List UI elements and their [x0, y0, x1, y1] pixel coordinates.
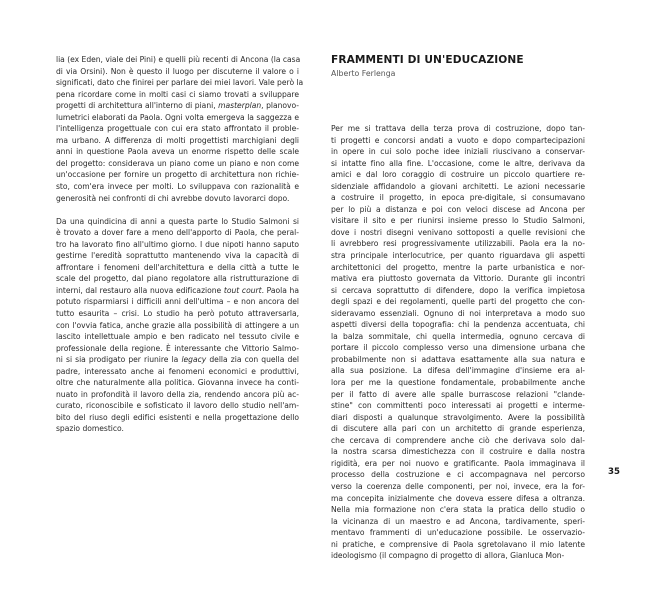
- left-p1-line: l'intelligenza progettuale con cui era stato affrontato il proble-: [56, 124, 299, 134]
- left-p2-line: gestirne l'eredità soprattutto mantenendo viva la capacità di: [56, 251, 299, 261]
- left-p2-line: scale del progetto, dal piano regolatore alla ristrutturazione di: [56, 274, 299, 284]
- article-line: per lo più a distanza e poi con veloci discese ad Ancona per: [331, 204, 585, 214]
- article-line: Nella mia formazione non c'era stata la pratica dello studio o: [331, 505, 585, 515]
- left-p2-line: oltre che naturalmente alla politica. Giovanna invece ha conti-: [56, 378, 299, 388]
- left-p1-line: ma urbano. A differenza di molti progettisti marchigiani degli: [56, 135, 299, 145]
- article-line: diari disposti a qualunque stravolgimento. Avere la possibilità: [331, 412, 585, 422]
- article-line: dove i nostri disegni venivano sottoposti a quelle revisioni che: [331, 227, 585, 237]
- left-p2-line: ni si sia prodigato per riunire la legacy della zia con quella del: [56, 355, 299, 365]
- left-p2-line: nuato in profondità il lavoro della zia, rendendo ancora più ac-: [56, 389, 299, 399]
- article-line: ni pratiche, e comprensive di Paola sgretolavano il mio latente: [331, 539, 585, 549]
- left-p1-line: generosità nei confronti di chi avrebbe dovuto lavorarci dopo.: [56, 193, 290, 203]
- paragraph-gap: [56, 204, 299, 216]
- article-line: la balza sommitale, chi quella intermedia, ognuno cercava di: [331, 331, 585, 341]
- left-p1-line: del progetto: considerava un piano come un piano e non come: [56, 158, 299, 168]
- left-p2-line: tro ha lavorato fino all'ultimo giorno. I due nipoti hanno saputo: [56, 239, 299, 249]
- left-p1-line: anni in questione Paola aveva un enorme rispetto delle scale: [56, 147, 299, 157]
- article-line: sidenziale affidandolo a giovani architetti. Le azioni necessarie: [331, 181, 585, 191]
- left-p1-line: un'occasione per fornire un progetto di architettura non richie-: [56, 170, 299, 180]
- left-p2-line: professionale della regione. È interessante che Vittorio Salmo-: [56, 343, 299, 353]
- left-p1-line: pena ricordare come in molti casi ci siamo trovati a sviluppare: [56, 89, 299, 99]
- article-line: amici e dal loro coraggio di costruire un piccolo quartiere re-: [331, 170, 585, 180]
- left-p2-line: potuto risparmiarsi i difficili anni dell'ultima – e non ancora del: [56, 297, 299, 307]
- left-p1-line: lumetrici elaborati da Paola. Ogni volta emergeva la saggezza e: [56, 112, 299, 122]
- left-p2-line: padre, interessato anche ai fenomeni economici e produttivi,: [56, 366, 299, 376]
- left-paragraph-2: [56, 216, 299, 435]
- article-line: in opere in cui solo poche idee iniziali riuscivano a conservar-: [331, 147, 585, 157]
- left-p2-line: affrontare i fenomeni dell'architettura e della città a tutte le: [56, 262, 299, 272]
- left-paragraph-1: [56, 54, 304, 204]
- left-p2-line: tutto esaurita – crisi. Lo studio ha però potuto attraversarla,: [56, 308, 299, 318]
- article-line: portare il piccolo complesso verso una dimensione urbana che: [331, 343, 585, 353]
- left-text-column: [56, 54, 304, 435]
- left-p2-line: è trovato a dover fare a meno dell'apporto di Paola, che peral-: [56, 228, 299, 238]
- left-p1-line: sto, com'era invece per molti. Lo sviluppava con razionalità e: [56, 182, 299, 192]
- left-p2-line: con l'ovvia fatica, anche grazie alla possibilità di attingere a un: [56, 320, 299, 330]
- article-line: ti progetti e concorsi andati a vuoto e dopo compartecipazioni: [331, 135, 585, 145]
- article-line: degli spazi e dei regolamenti, quelle parti del progetto che con-: [331, 297, 585, 307]
- left-p1-line: di via Orsini). Non è questo il luogo per discuterne il valore o i: [56, 66, 299, 76]
- article-line: di discutere alla pari con un architetto di grande esperienza,: [331, 424, 585, 434]
- article-line: ma concepita inizialmente che doveva essere difesa a oltranza.: [331, 493, 585, 503]
- article-line: processo della costruzione e ci accompagnava nel percorso: [331, 470, 585, 480]
- article-body: [331, 123, 585, 562]
- left-p2-line: spazio domestico.: [56, 424, 124, 434]
- left-p2-line: lascito intellettuale ampio e ben radicato nel tessuto civile e: [56, 332, 299, 342]
- article-line: aspetti diversi della topografia: chi la pendenza accentuata, chi: [331, 320, 585, 330]
- article-line: sideravamo essenziali. Ognuno di noi interpretava a modo suo: [331, 308, 585, 318]
- article-line: che cercava di comprendere anche ciò che derivava solo dal-: [331, 435, 585, 445]
- article-line: mativa era piuttosto governata da Vittorio. Durante gli incontri: [331, 274, 585, 284]
- article-line: architettonici del progetto, mentre la parte urbanistica e nor-: [331, 262, 585, 272]
- left-p1-line: significati, dato che finirei per parlare dei miei lavori. Vale però la: [56, 78, 304, 88]
- left-p2-line: Da una quindicina di anni a questa parte lo Studio Salmoni si: [56, 216, 299, 226]
- article-line: probabilmente non si adattava esattamente alla sua natura e: [331, 354, 585, 364]
- left-p2-line: interni, dal restauro alla nuova edificazione tout court. Paola ha: [56, 285, 299, 295]
- article-line: la vicinanza di un maestro e ad Ancona, tardivamente, speri-: [331, 516, 585, 526]
- article-line: ideologismo (il compagno di progetto di allora, Gianluca Mon-: [331, 551, 565, 561]
- italic-term: legacy: [181, 355, 207, 365]
- italic-term: tout court: [223, 285, 262, 295]
- article-line: la nostra scarsa dimestichezza con il costruire e dalla nostra: [331, 447, 585, 457]
- article-line: li avrebbero resi progressivamente utilizzabili. Paola era la no-: [331, 239, 585, 249]
- article-line: rigidità, era per noi nuovo e gratificante. Paola immaginava il: [331, 458, 585, 468]
- article-line: stine" con committenti poco interessati ai progetti e interme-: [331, 401, 585, 411]
- page-number: 35: [608, 467, 620, 477]
- left-p2-line: bito del riuso degli edifici esistenti e nella progettazione dello: [56, 412, 299, 422]
- italic-term: masterplan: [218, 101, 262, 111]
- article-line: alla sua posizione. La difesa dell'immagine d'insieme era al-: [331, 366, 585, 376]
- article-line: Per me si trattava della terza prova di costruzione, dopo tan-: [331, 124, 585, 133]
- article-line: visitare il sito e per riunirsi insieme presso lo Studio Salmoni,: [331, 216, 585, 226]
- article-line: mentavo frammenti di un'educazione possibile. Le osservazio-: [331, 528, 585, 538]
- article-line: per il fatto di avere alle spalle burrascose relazioni "clande-: [331, 389, 585, 399]
- left-p2-line: curato, riconoscibile e sofisticato il lavoro dello studio nell'am-: [56, 401, 299, 411]
- left-p1-line: progetti di architettura all'interno di piani, masterplan, planovo-: [56, 101, 299, 111]
- article-line: si cercava soprattutto di difendere, dopo la verifica impietosa: [331, 285, 585, 295]
- article-line: a costruire il progetto, in epoca pre-digitale, si consumavano: [331, 193, 585, 203]
- article-paragraph: [331, 123, 585, 562]
- article-line: verso la coerenza delle componenti, per noi, invece, era la for-: [331, 481, 585, 491]
- article-author: Alberto Ferlenga: [331, 69, 396, 78]
- left-p1-line: lia (ex Eden, viale dei Pini) e quelli più recenti di Ancona (la casa: [56, 55, 301, 64]
- article-line: stra principale interlocutrice, per quanto riguardava gli aspetti: [331, 251, 585, 261]
- article-line: si intatte fino alla fine. L'occasione, come le altre, derivava da: [331, 158, 585, 168]
- article-title: FRAMMENTI DI UN'EDUCAZIONE: [331, 54, 524, 66]
- article-line: lora per me la questione fondamentale, probabilmente anche: [331, 378, 585, 388]
